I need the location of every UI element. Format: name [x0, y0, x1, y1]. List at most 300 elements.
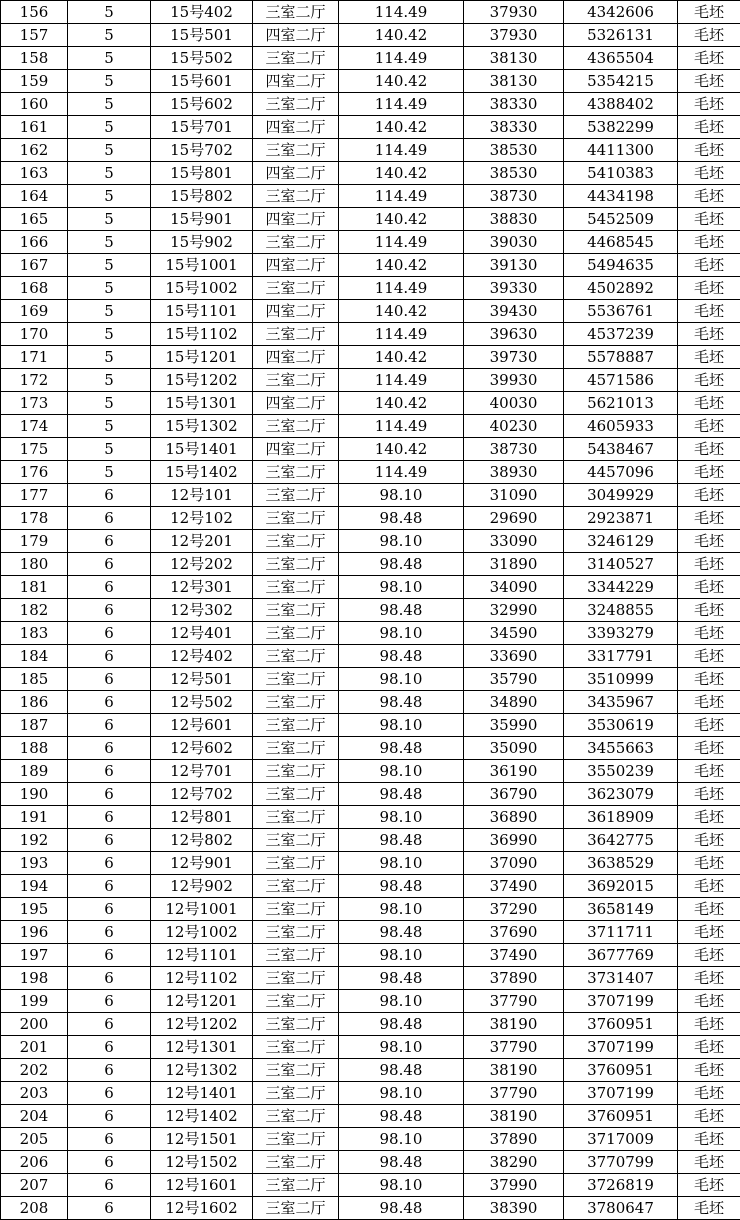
- building-cell: 5: [68, 369, 151, 392]
- row-number-cell: 178: [1, 507, 68, 530]
- unit-cell: 12号701: [151, 760, 253, 783]
- unit-cell: 15号402: [151, 1, 253, 24]
- table-row: [1, 484, 740, 507]
- unit-cell: 15号901: [151, 208, 253, 231]
- unit-price-cell: 38530: [464, 139, 564, 162]
- layout-cell: 三室二厅: [253, 576, 339, 599]
- table-row: [1, 553, 740, 576]
- total-price-cell: 3658149: [564, 898, 678, 921]
- area-cell: 98.10: [339, 898, 464, 921]
- area-cell: 140.42: [339, 346, 464, 369]
- unit-cell: 12号602: [151, 737, 253, 760]
- finish-cell: 毛坯: [678, 93, 740, 116]
- table-row: [1, 323, 740, 346]
- table-row: [1, 783, 740, 806]
- building-cell: 5: [68, 185, 151, 208]
- layout-cell: 三室二厅: [253, 760, 339, 783]
- unit-price-cell: 40230: [464, 415, 564, 438]
- unit-cell: 15号701: [151, 116, 253, 139]
- unit-price-cell: 37890: [464, 967, 564, 990]
- unit-cell: 12号201: [151, 530, 253, 553]
- table-row: [1, 806, 740, 829]
- table-row: [1, 737, 740, 760]
- unit-price-cell: 38330: [464, 116, 564, 139]
- unit-price-cell: 38190: [464, 1013, 564, 1036]
- building-cell: 5: [68, 254, 151, 277]
- row-number-cell: 194: [1, 875, 68, 898]
- unit-cell: 12号1302: [151, 1059, 253, 1082]
- building-cell: 6: [68, 484, 151, 507]
- unit-price-cell: 37890: [464, 1128, 564, 1151]
- table-row: [1, 599, 740, 622]
- layout-cell: 三室二厅: [253, 277, 339, 300]
- unit-price-cell: 38290: [464, 1151, 564, 1174]
- building-cell: 6: [68, 967, 151, 990]
- unit-cell: 12号401: [151, 622, 253, 645]
- layout-cell: 四室二厅: [253, 392, 339, 415]
- unit-cell: 12号1102: [151, 967, 253, 990]
- total-price-cell: 4537239: [564, 323, 678, 346]
- area-cell: 98.48: [339, 1013, 464, 1036]
- table-row: [1, 714, 740, 737]
- table-row: [1, 1082, 740, 1105]
- finish-cell: 毛坯: [678, 277, 740, 300]
- unit-cell: 12号1202: [151, 1013, 253, 1036]
- row-number-cell: 177: [1, 484, 68, 507]
- unit-cell: 12号901: [151, 852, 253, 875]
- unit-price-cell: 39030: [464, 231, 564, 254]
- area-cell: 114.49: [339, 185, 464, 208]
- unit-price-cell: 31890: [464, 553, 564, 576]
- area-cell: 114.49: [339, 461, 464, 484]
- row-number-cell: 161: [1, 116, 68, 139]
- total-price-cell: 3623079: [564, 783, 678, 806]
- table-row: [1, 1151, 740, 1174]
- layout-cell: 四室二厅: [253, 438, 339, 461]
- unit-price-cell: 39630: [464, 323, 564, 346]
- row-number-cell: 191: [1, 806, 68, 829]
- unit-cell: 15号702: [151, 139, 253, 162]
- layout-cell: 四室二厅: [253, 162, 339, 185]
- layout-cell: 三室二厅: [253, 1151, 339, 1174]
- layout-cell: 三室二厅: [253, 461, 339, 484]
- unit-cell: 12号301: [151, 576, 253, 599]
- building-cell: 6: [68, 875, 151, 898]
- finish-cell: 毛坯: [678, 921, 740, 944]
- area-cell: 98.10: [339, 576, 464, 599]
- layout-cell: 三室二厅: [253, 93, 339, 116]
- total-price-cell: 4388402: [564, 93, 678, 116]
- finish-cell: 毛坯: [678, 1013, 740, 1036]
- building-cell: 6: [68, 990, 151, 1013]
- total-price-cell: 4502892: [564, 277, 678, 300]
- layout-cell: 三室二厅: [253, 852, 339, 875]
- unit-price-cell: 38930: [464, 461, 564, 484]
- layout-cell: 三室二厅: [253, 139, 339, 162]
- table-row: [1, 162, 740, 185]
- unit-cell: 12号1101: [151, 944, 253, 967]
- area-cell: 140.42: [339, 70, 464, 93]
- total-price-cell: 3731407: [564, 967, 678, 990]
- unit-price-cell: 38830: [464, 208, 564, 231]
- layout-cell: 三室二厅: [253, 1013, 339, 1036]
- building-cell: 6: [68, 1082, 151, 1105]
- row-number-cell: 188: [1, 737, 68, 760]
- building-cell: 5: [68, 392, 151, 415]
- table-row: [1, 438, 740, 461]
- layout-cell: 三室二厅: [253, 944, 339, 967]
- area-cell: 140.42: [339, 438, 464, 461]
- row-number-cell: 197: [1, 944, 68, 967]
- area-cell: 98.10: [339, 1082, 464, 1105]
- unit-price-cell: 37490: [464, 875, 564, 898]
- building-cell: 5: [68, 93, 151, 116]
- table-row: [1, 921, 740, 944]
- unit-price-cell: 38390: [464, 1197, 564, 1220]
- unit-price-cell: 34590: [464, 622, 564, 645]
- building-cell: 6: [68, 1013, 151, 1036]
- total-price-cell: 3760951: [564, 1105, 678, 1128]
- area-cell: 98.10: [339, 714, 464, 737]
- unit-price-cell: 32990: [464, 599, 564, 622]
- layout-cell: 四室二厅: [253, 24, 339, 47]
- area-cell: 140.42: [339, 254, 464, 277]
- finish-cell: 毛坯: [678, 852, 740, 875]
- finish-cell: 毛坯: [678, 392, 740, 415]
- finish-cell: 毛坯: [678, 507, 740, 530]
- table-row: [1, 1036, 740, 1059]
- total-price-cell: 3770799: [564, 1151, 678, 1174]
- row-number-cell: 170: [1, 323, 68, 346]
- unit-cell: 15号1402: [151, 461, 253, 484]
- unit-cell: 12号502: [151, 691, 253, 714]
- total-price-cell: 4342606: [564, 1, 678, 24]
- unit-cell: 12号402: [151, 645, 253, 668]
- total-price-cell: 3717009: [564, 1128, 678, 1151]
- unit-price-cell: 38190: [464, 1059, 564, 1082]
- total-price-cell: 3707199: [564, 1082, 678, 1105]
- unit-cell: 12号101: [151, 484, 253, 507]
- layout-cell: 三室二厅: [253, 369, 339, 392]
- unit-price-cell: 37690: [464, 921, 564, 944]
- unit-price-cell: 34890: [464, 691, 564, 714]
- row-number-cell: 208: [1, 1197, 68, 1220]
- finish-cell: 毛坯: [678, 1197, 740, 1220]
- unit-price-cell: 39430: [464, 300, 564, 323]
- table-row: [1, 760, 740, 783]
- total-price-cell: 3711711: [564, 921, 678, 944]
- area-cell: 98.10: [339, 852, 464, 875]
- finish-cell: 毛坯: [678, 208, 740, 231]
- building-cell: 6: [68, 760, 151, 783]
- table-row: [1, 1, 740, 24]
- layout-cell: 三室二厅: [253, 185, 339, 208]
- area-cell: 140.42: [339, 392, 464, 415]
- building-cell: 6: [68, 806, 151, 829]
- table-row: [1, 1128, 740, 1151]
- building-cell: 6: [68, 944, 151, 967]
- table-row: [1, 254, 740, 277]
- layout-cell: 三室二厅: [253, 415, 339, 438]
- finish-cell: 毛坯: [678, 691, 740, 714]
- unit-cell: 12号202: [151, 553, 253, 576]
- row-number-cell: 186: [1, 691, 68, 714]
- unit-cell: 15号1302: [151, 415, 253, 438]
- unit-price-cell: 31090: [464, 484, 564, 507]
- area-cell: 140.42: [339, 208, 464, 231]
- unit-price-cell: 33690: [464, 645, 564, 668]
- area-cell: 140.42: [339, 24, 464, 47]
- table-row: [1, 622, 740, 645]
- unit-cell: 12号801: [151, 806, 253, 829]
- finish-cell: 毛坯: [678, 1151, 740, 1174]
- unit-cell: 12号702: [151, 783, 253, 806]
- building-cell: 6: [68, 1197, 151, 1220]
- row-number-cell: 179: [1, 530, 68, 553]
- finish-cell: 毛坯: [678, 553, 740, 576]
- unit-price-cell: 39730: [464, 346, 564, 369]
- layout-cell: 三室二厅: [253, 783, 339, 806]
- area-cell: 98.48: [339, 507, 464, 530]
- total-price-cell: 3344229: [564, 576, 678, 599]
- area-cell: 98.48: [339, 599, 464, 622]
- building-cell: 6: [68, 714, 151, 737]
- layout-cell: 三室二厅: [253, 668, 339, 691]
- row-number-cell: 181: [1, 576, 68, 599]
- unit-cell: 15号501: [151, 24, 253, 47]
- table-row: [1, 1013, 740, 1036]
- building-cell: 6: [68, 576, 151, 599]
- layout-cell: 三室二厅: [253, 553, 339, 576]
- total-price-cell: 3760951: [564, 1059, 678, 1082]
- total-price-cell: 3049929: [564, 484, 678, 507]
- table-row: [1, 990, 740, 1013]
- building-cell: 5: [68, 162, 151, 185]
- table-row: [1, 116, 740, 139]
- unit-price-cell: 38130: [464, 70, 564, 93]
- unit-cell: 12号1601: [151, 1174, 253, 1197]
- total-price-cell: 3550239: [564, 760, 678, 783]
- layout-cell: 三室二厅: [253, 714, 339, 737]
- layout-cell: 三室二厅: [253, 47, 339, 70]
- row-number-cell: 196: [1, 921, 68, 944]
- row-number-cell: 190: [1, 783, 68, 806]
- finish-cell: 毛坯: [678, 70, 740, 93]
- building-cell: 6: [68, 921, 151, 944]
- building-cell: 6: [68, 783, 151, 806]
- total-price-cell: 3677769: [564, 944, 678, 967]
- layout-cell: 三室二厅: [253, 1174, 339, 1197]
- finish-cell: 毛坯: [678, 783, 740, 806]
- table-row: [1, 300, 740, 323]
- building-cell: 5: [68, 461, 151, 484]
- total-price-cell: 2923871: [564, 507, 678, 530]
- layout-cell: 四室二厅: [253, 116, 339, 139]
- row-number-cell: 159: [1, 70, 68, 93]
- unit-cell: 15号1202: [151, 369, 253, 392]
- table-row: [1, 461, 740, 484]
- row-number-cell: 185: [1, 668, 68, 691]
- building-cell: 5: [68, 438, 151, 461]
- finish-cell: 毛坯: [678, 645, 740, 668]
- total-price-cell: 5452509: [564, 208, 678, 231]
- finish-cell: 毛坯: [678, 47, 740, 70]
- row-number-cell: 184: [1, 645, 68, 668]
- finish-cell: 毛坯: [678, 438, 740, 461]
- row-number-cell: 171: [1, 346, 68, 369]
- total-price-cell: 5382299: [564, 116, 678, 139]
- unit-cell: 15号1201: [151, 346, 253, 369]
- table-row: [1, 691, 740, 714]
- finish-cell: 毛坯: [678, 576, 740, 599]
- table-row: [1, 47, 740, 70]
- unit-cell: 15号502: [151, 47, 253, 70]
- finish-cell: 毛坯: [678, 714, 740, 737]
- finish-cell: 毛坯: [678, 622, 740, 645]
- area-cell: 98.10: [339, 622, 464, 645]
- unit-cell: 15号902: [151, 231, 253, 254]
- building-cell: 6: [68, 691, 151, 714]
- unit-cell: 12号1401: [151, 1082, 253, 1105]
- row-number-cell: 206: [1, 1151, 68, 1174]
- row-number-cell: 198: [1, 967, 68, 990]
- unit-cell: 12号802: [151, 829, 253, 852]
- layout-cell: 四室二厅: [253, 254, 339, 277]
- finish-cell: 毛坯: [678, 254, 740, 277]
- layout-cell: 三室二厅: [253, 990, 339, 1013]
- unit-cell: 15号1001: [151, 254, 253, 277]
- total-price-cell: 3780647: [564, 1197, 678, 1220]
- unit-price-cell: 38330: [464, 93, 564, 116]
- total-price-cell: 4434198: [564, 185, 678, 208]
- finish-cell: 毛坯: [678, 139, 740, 162]
- finish-cell: 毛坯: [678, 415, 740, 438]
- area-cell: 140.42: [339, 162, 464, 185]
- unit-cell: 15号801: [151, 162, 253, 185]
- table-row: [1, 668, 740, 691]
- unit-cell: 12号1201: [151, 990, 253, 1013]
- unit-price-cell: 36190: [464, 760, 564, 783]
- unit-cell: 12号501: [151, 668, 253, 691]
- unit-price-cell: 37290: [464, 898, 564, 921]
- area-cell: 98.48: [339, 875, 464, 898]
- row-number-cell: 174: [1, 415, 68, 438]
- building-cell: 5: [68, 116, 151, 139]
- unit-price-cell: 38190: [464, 1105, 564, 1128]
- unit-price-cell: 37490: [464, 944, 564, 967]
- area-cell: 114.49: [339, 369, 464, 392]
- total-price-cell: 5494635: [564, 254, 678, 277]
- table-row: [1, 208, 740, 231]
- unit-price-cell: 37790: [464, 1082, 564, 1105]
- building-cell: 5: [68, 231, 151, 254]
- unit-price-cell: 38730: [464, 185, 564, 208]
- row-number-cell: 200: [1, 1013, 68, 1036]
- building-cell: 6: [68, 1036, 151, 1059]
- unit-cell: 15号601: [151, 70, 253, 93]
- area-cell: 98.48: [339, 1059, 464, 1082]
- building-cell: 5: [68, 70, 151, 93]
- unit-cell: 12号1602: [151, 1197, 253, 1220]
- area-cell: 98.10: [339, 484, 464, 507]
- total-price-cell: 3692015: [564, 875, 678, 898]
- row-number-cell: 168: [1, 277, 68, 300]
- total-price-cell: 4468545: [564, 231, 678, 254]
- unit-price-cell: 37790: [464, 1036, 564, 1059]
- area-cell: 98.48: [339, 1105, 464, 1128]
- layout-cell: 三室二厅: [253, 1, 339, 24]
- finish-cell: 毛坯: [678, 162, 740, 185]
- layout-cell: 四室二厅: [253, 208, 339, 231]
- finish-cell: 毛坯: [678, 1082, 740, 1105]
- unit-cell: 12号1001: [151, 898, 253, 921]
- unit-price-cell: 37930: [464, 1, 564, 24]
- total-price-cell: 5354215: [564, 70, 678, 93]
- finish-cell: 毛坯: [678, 1059, 740, 1082]
- building-cell: 6: [68, 1059, 151, 1082]
- building-cell: 6: [68, 553, 151, 576]
- row-number-cell: 166: [1, 231, 68, 254]
- layout-cell: 三室二厅: [253, 1105, 339, 1128]
- row-number-cell: 202: [1, 1059, 68, 1082]
- finish-cell: 毛坯: [678, 737, 740, 760]
- building-cell: 5: [68, 139, 151, 162]
- row-number-cell: 164: [1, 185, 68, 208]
- area-cell: 98.10: [339, 668, 464, 691]
- finish-cell: 毛坯: [678, 484, 740, 507]
- unit-price-cell: 29690: [464, 507, 564, 530]
- layout-cell: 三室二厅: [253, 921, 339, 944]
- unit-cell: 12号1301: [151, 1036, 253, 1059]
- unit-cell: 12号302: [151, 599, 253, 622]
- total-price-cell: 5536761: [564, 300, 678, 323]
- building-cell: 5: [68, 346, 151, 369]
- unit-price-cell: 38130: [464, 47, 564, 70]
- area-cell: 114.49: [339, 139, 464, 162]
- total-price-cell: 3393279: [564, 622, 678, 645]
- total-price-cell: 3435967: [564, 691, 678, 714]
- table-row: [1, 1059, 740, 1082]
- total-price-cell: 3618909: [564, 806, 678, 829]
- table-row: [1, 185, 740, 208]
- table-body: [1, 1, 740, 1220]
- area-cell: 98.48: [339, 829, 464, 852]
- unit-price-cell: 37990: [464, 1174, 564, 1197]
- unit-price-cell: 37090: [464, 852, 564, 875]
- layout-cell: 三室二厅: [253, 806, 339, 829]
- unit-price-cell: 33090: [464, 530, 564, 553]
- total-price-cell: 4605933: [564, 415, 678, 438]
- row-number-cell: 189: [1, 760, 68, 783]
- table-row: [1, 967, 740, 990]
- total-price-cell: 4411300: [564, 139, 678, 162]
- finish-cell: 毛坯: [678, 369, 740, 392]
- unit-cell: 12号1502: [151, 1151, 253, 1174]
- total-price-cell: 3642775: [564, 829, 678, 852]
- building-cell: 6: [68, 1105, 151, 1128]
- building-cell: 5: [68, 277, 151, 300]
- table-row: [1, 392, 740, 415]
- unit-price-cell: 38730: [464, 438, 564, 461]
- building-cell: 5: [68, 300, 151, 323]
- row-number-cell: 160: [1, 93, 68, 116]
- unit-cell: 15号1101: [151, 300, 253, 323]
- total-price-cell: 5326131: [564, 24, 678, 47]
- total-price-cell: 3726819: [564, 1174, 678, 1197]
- layout-cell: 三室二厅: [253, 737, 339, 760]
- finish-cell: 毛坯: [678, 231, 740, 254]
- building-cell: 6: [68, 645, 151, 668]
